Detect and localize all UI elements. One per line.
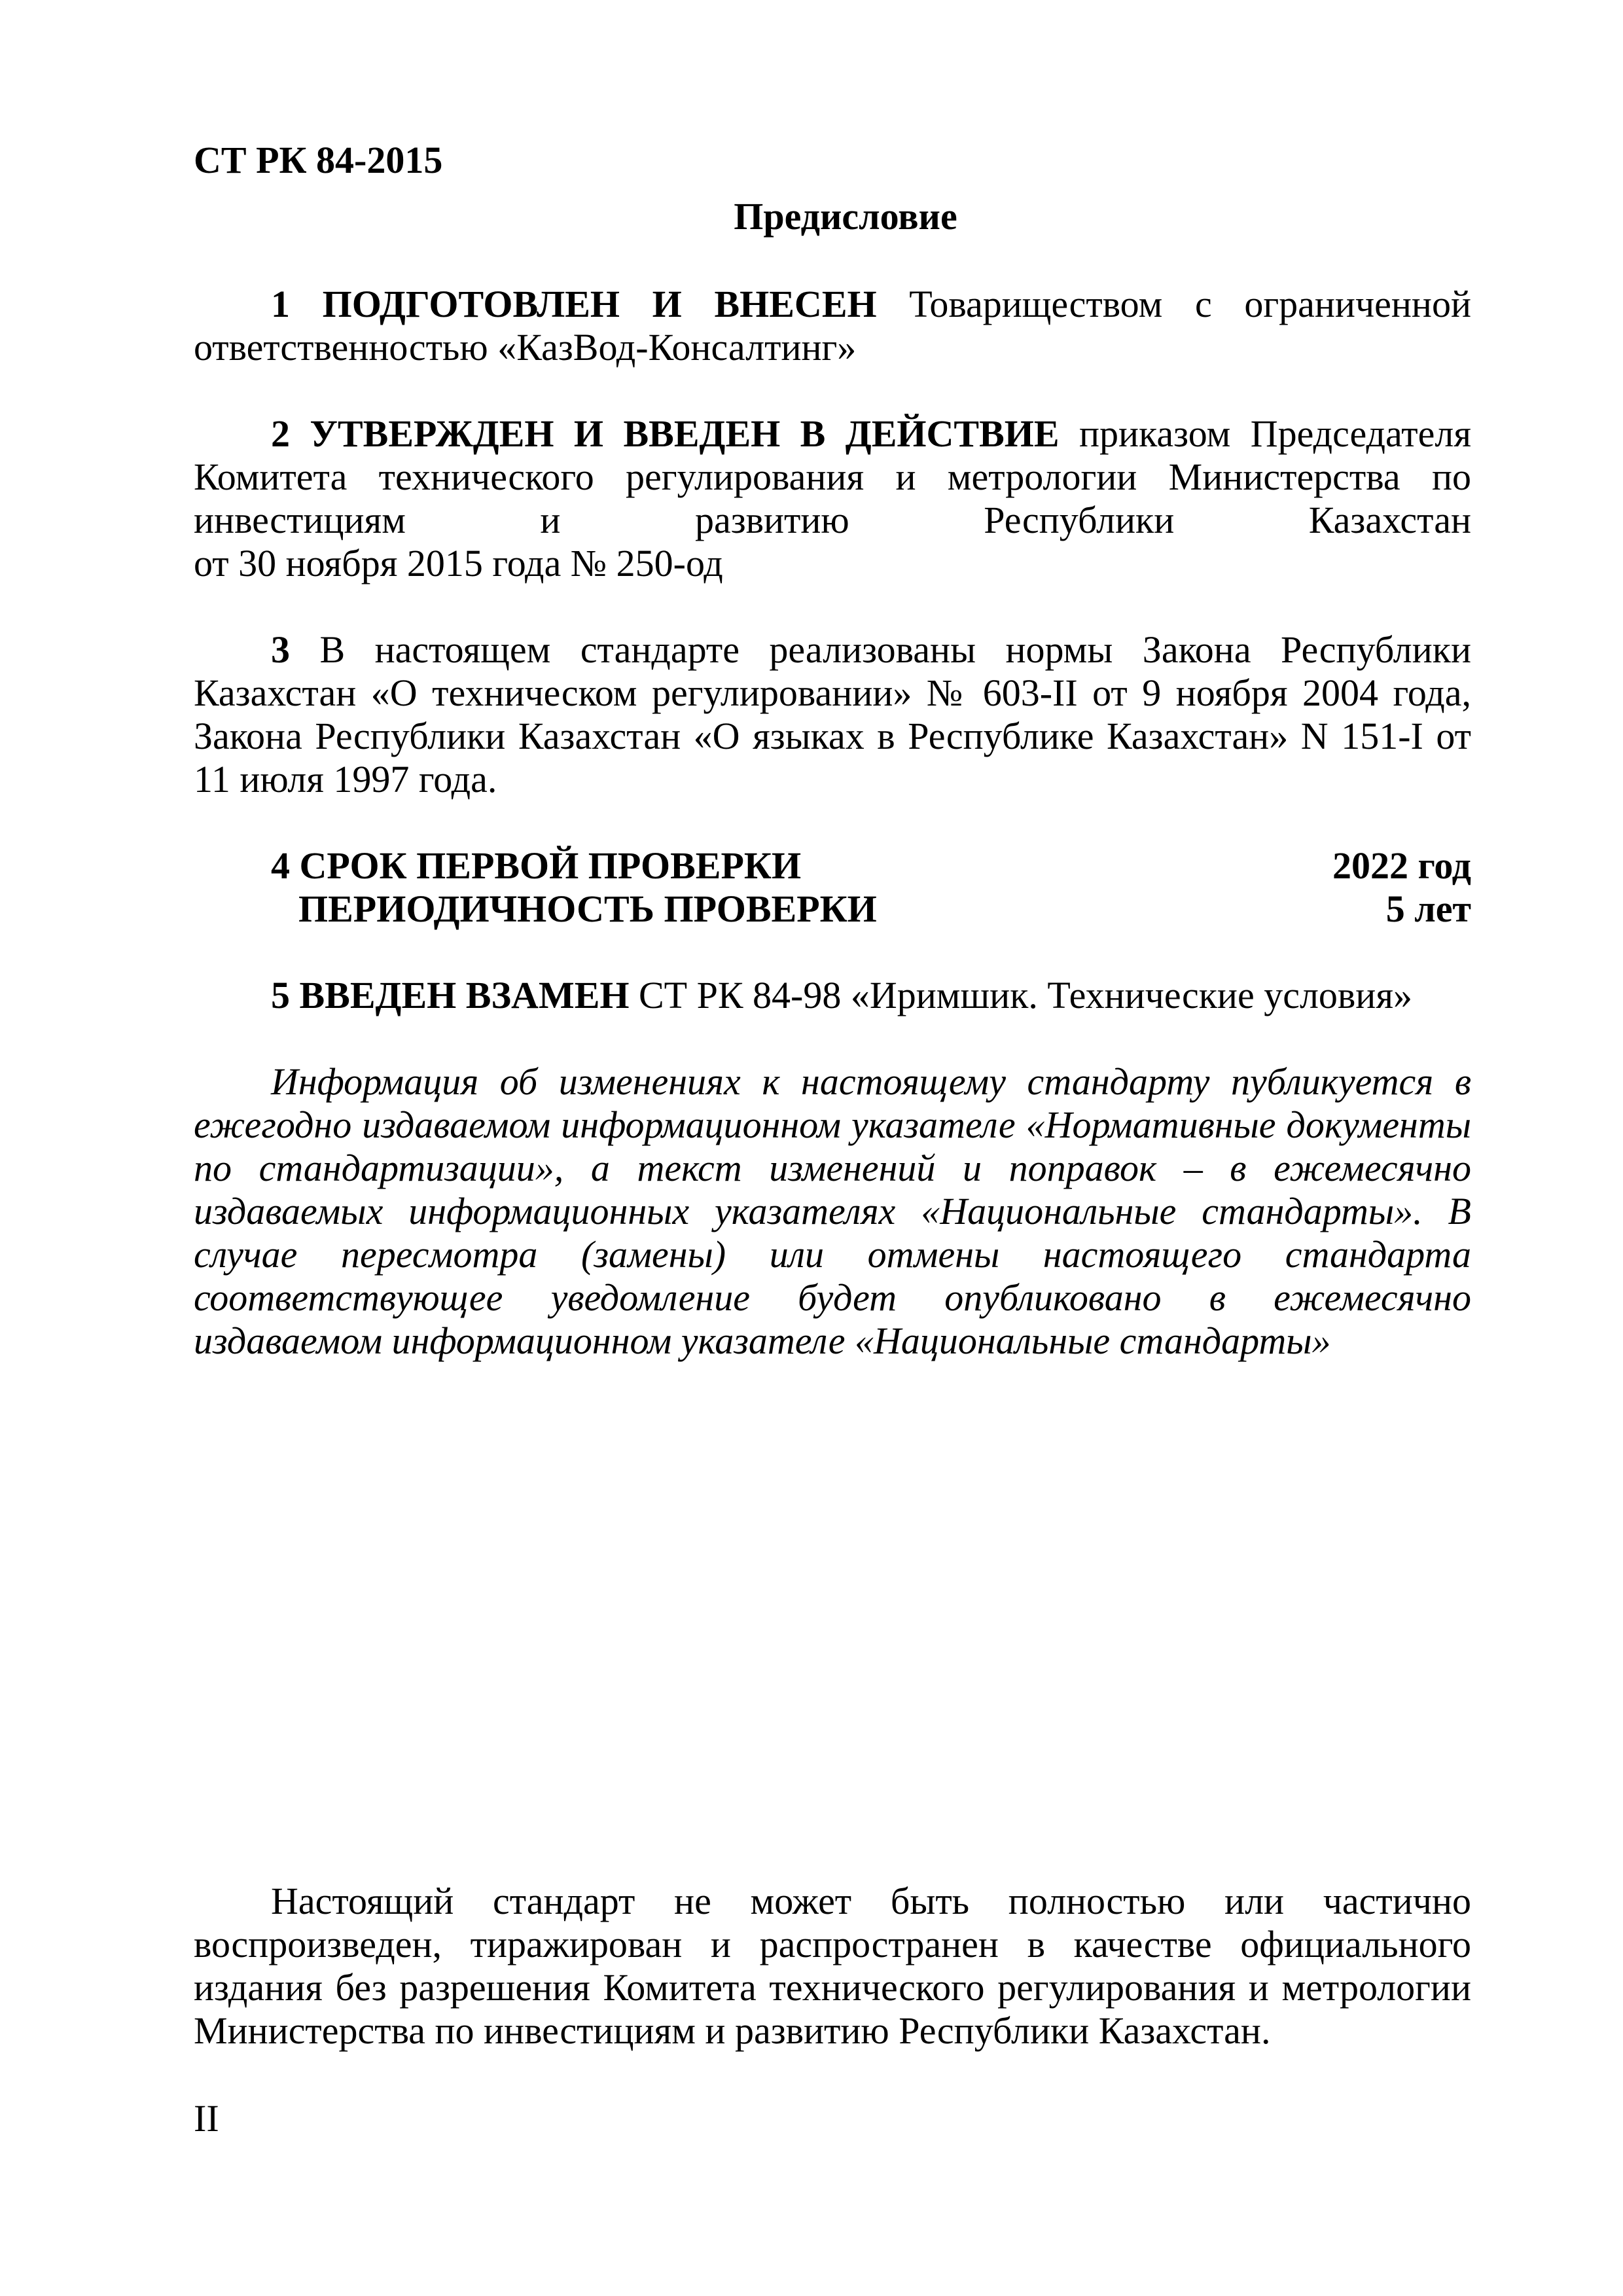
periodicity-label: ПЕРИОДИЧНОСТЬ ПРОВЕРКИ [298,888,877,930]
first-check-label: 4 СРОК ПЕРВОЙ ПРОВЕРКИ [271,844,802,887]
item-laws [194,628,1471,801]
item-prepared [194,283,1471,369]
item-approved-text: приказом Председателя Комитета технического регулирования и метрологии Министерства по инвестициям и развитию Республики Казахстан [194,412,1471,541]
item-laws-text: В настоящем стандарте реализованы нормы Закона Республики Казахстан «О техническом регулировании» № 603-II от 9 ноября 2004 года, Закона Республики Казахстан «О языках в Республике Казахстан» N 151-I от 11 июля 1997 года. [194,628,1471,800]
page-title: Предисловие [734,195,957,238]
copyright-note: Настоящий стандарт не может быть полностью или частично воспроизведен, тиражирован и распространен в качестве официального издания без разрешения Комитета технического регулирования и метрологии Министерства по инвестициям и развитию Республики Казахстан. [194,1880,1471,2052]
item-approved-lead: 2 УТВЕРЖДЕН И ВВЕДЕН В ДЕЙСТВИЕ [271,412,1060,455]
document-code: СТ РК 84-2015 [194,139,443,181]
page-number: II [194,2097,219,2140]
item-prepared-lead: 1 ПОДГОТОВЛЕН И ВНЕСЕН [271,283,877,325]
periodicity-value: 5 лет [1385,888,1471,930]
item-approved-date: от 30 ноября 2015 года № 250-од [194,542,723,584]
item-laws-lead: 3 [271,628,290,671]
item-replaced-text: СТ РК 84-98 «Иримшик. Технические условия» [629,974,1413,1016]
item-replaced [194,974,1471,1017]
item-approved [194,412,1471,542]
first-check-value: 2022 год [1332,844,1471,887]
item-replaced-lead: 5 ВВЕДЕН ВЗАМЕН [271,974,630,1016]
info-note: Информация об изменениях к настоящему стандарту публикуется в ежегодно издаваемом информационном указателе «Нормативные документы по стандартизации», а текст изменений и поправок – в ежемесячно издаваемых информационных указателях «Национальные стандарты». В случае пересмотра (замены) или отмены настоящего стандарта соответствующее уведомление будет опубликовано в ежемесячно издаваемом информационном указателе «Национальные стандарты» [194,1060,1471,1362]
item-prepared-text: Товариществом с ограниченной ответственностью «КазВод-Консалтинг» [194,283,1471,368]
